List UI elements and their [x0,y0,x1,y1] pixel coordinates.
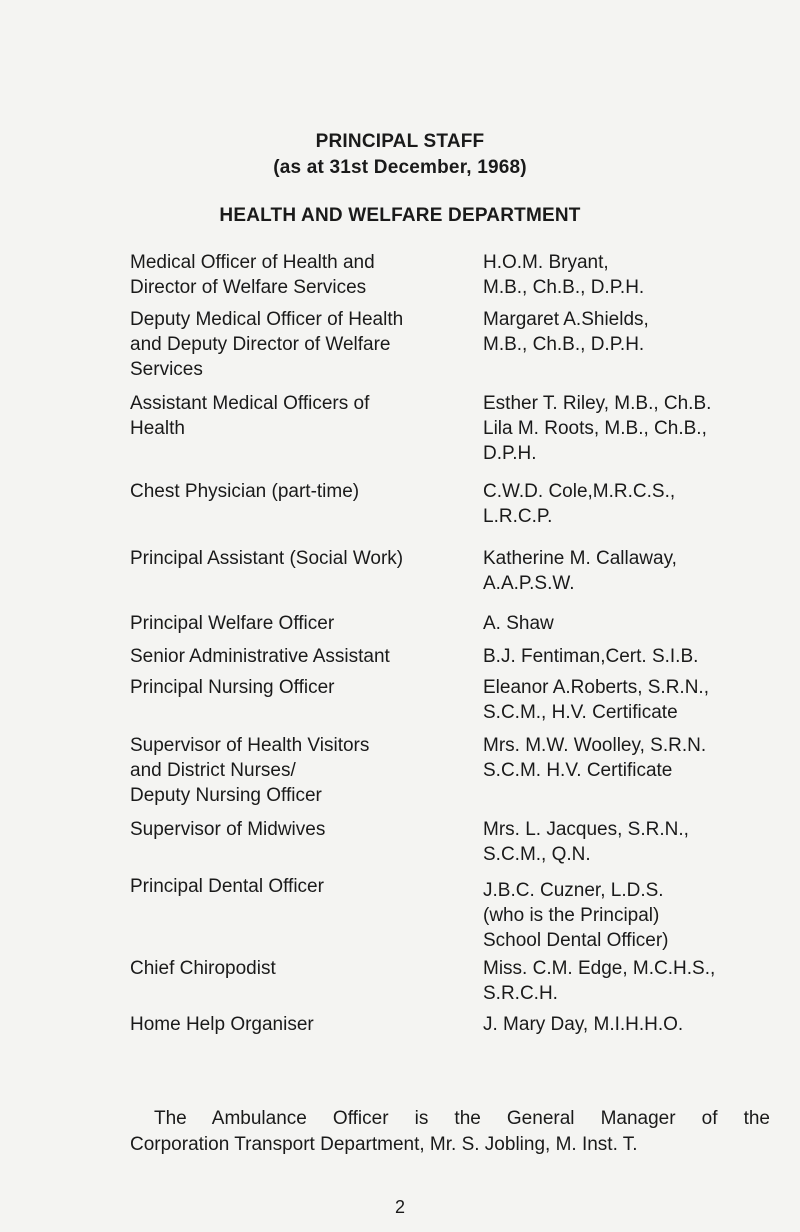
staff-name: J. Mary Day, M.I.H.H.O. [483,1014,684,1035]
staff-role: Chest Physician (part-time) [130,481,360,502]
staff-role: Chief Chiropodist [130,958,276,979]
staff-role: Principal Dental Officer [130,876,324,897]
date-subtitle: (as at 31st December, 1968) [273,157,527,178]
department-heading: HEALTH AND WELFARE DEPARTMENT [219,205,581,226]
staff-role: Principal Assistant (Social Work) [130,548,404,569]
staff-name: Eleanor A.Roberts, S.R.N., S.C.M., H.V. Certificate [483,677,709,723]
staff-role: Principal Welfare Officer [130,613,335,634]
staff-name: H.O.M. Bryant, M.B., Ch.B., D.P.H. [483,252,645,298]
staff-name: Mrs. M.W. Woolley, S.R.N. S.C.M. H.V. Certificate [483,735,707,781]
staff-name: Margaret A.Shields, M.B., Ch.B., D.P.H. [483,309,649,355]
staff-role: Supervisor of Health Visitors and District Nurses/ Deputy Nursing Officer [130,735,370,806]
staff-role: Senior Administrative Assistant [130,646,390,667]
staff-name: B.J. Fentiman,Cert. S.I.B. [483,646,699,667]
staff-name: J.B.C. Cuzner, L.D.S. (who is the Principal) School Dental Officer) [483,880,669,951]
staff-role: Medical Officer of Health and Director of Welfare Services [130,252,375,298]
staff-name: Miss. C.M. Edge, M.C.H.S., S.R.C.H. [483,958,716,1004]
staff-name: C.W.D. Cole,M.R.C.S., L.R.C.P. [483,481,676,527]
staff-role: Home Help Organiser [130,1014,314,1035]
staff-name: Katherine M. Callaway, A.A.P.S.W. [483,548,677,594]
ambulance-officer-note [130,1106,770,1158]
staff-role: Deputy Medical Officer of Health and Deputy Director of Welfare Services [130,309,404,380]
staff-role: Assistant Medical Officers of Health [130,393,370,439]
footnote-line-1: The Ambulance Officer is the General Manager of the [154,1108,770,1129]
staff-name: Mrs. L. Jacques, S.R.N., S.C.M., Q.N. [483,819,689,865]
staff-role: Principal Nursing Officer [130,677,335,698]
page-number: 2 [394,1197,405,1217]
page-title: PRINCIPAL STAFF [315,131,485,152]
staff-role: Supervisor of Midwives [130,819,326,840]
staff-name: Esther T. Riley, M.B., Ch.B. Lila M. Roots, M.B., Ch.B., D.P.H. [483,393,712,464]
staff-name: A. Shaw [483,613,554,634]
footnote-line-2: Corporation Transport Department, Mr. S. Jobling, M. Inst. T. [130,1134,638,1155]
